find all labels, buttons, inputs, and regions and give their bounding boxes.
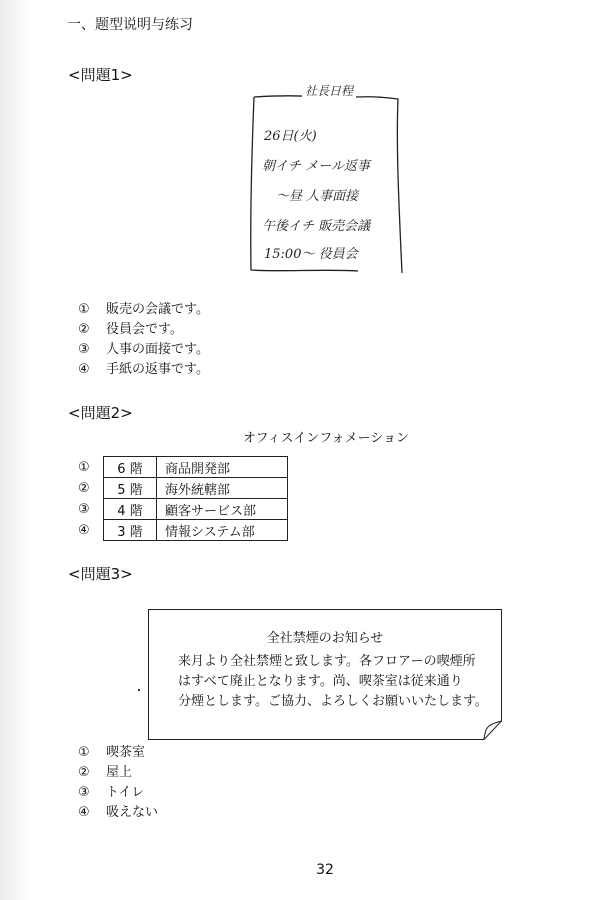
choice-item xyxy=(78,300,209,320)
choice-item xyxy=(78,743,158,763)
choice-item xyxy=(78,803,158,823)
choice-number: ④ xyxy=(78,805,90,820)
question-3-heading: <問題3> xyxy=(68,565,133,583)
choice-text: 吸えない xyxy=(106,805,159,820)
floor-cell: 6 階 xyxy=(104,457,157,478)
choice-text: 役員会です。 xyxy=(106,322,183,337)
choice-text: 人事の面接です。 xyxy=(106,342,209,357)
choice-number: ① xyxy=(78,745,90,760)
memo-title: 社長日程 xyxy=(302,82,356,99)
choice-number: ① xyxy=(78,302,90,317)
choice-number: ② xyxy=(78,765,90,780)
office-floor-table xyxy=(103,456,288,541)
choice-item xyxy=(78,763,158,783)
department-cell: 情報システム部 xyxy=(157,520,288,541)
floor-cell: 3 階 xyxy=(104,520,157,541)
choice-item xyxy=(78,360,209,380)
memo-line: 朝イチ メール返事 xyxy=(262,159,370,174)
department-cell: 顧客サービス部 xyxy=(157,499,288,520)
question-2-choice-numbers xyxy=(78,457,90,541)
choice-text: トイレ xyxy=(106,785,145,800)
memo-line: 〜昼 人事面接 xyxy=(276,189,359,204)
memo-line: 午後イチ 販売会議 xyxy=(262,219,371,234)
choice-text: 手紙の返事です。 xyxy=(106,362,209,377)
notice-line: はすべて廃止となります。尚、喫茶室は従来通り xyxy=(178,674,463,689)
choice-item xyxy=(78,783,158,803)
stray-mark xyxy=(138,689,140,691)
memo-line: 15:00〜 役員会 xyxy=(264,247,358,262)
memo-line: 26日(火) xyxy=(264,129,317,144)
choice-number: ③ xyxy=(78,785,90,800)
table-row xyxy=(104,478,288,499)
floor-cell: 5 階 xyxy=(104,478,157,499)
department-cell: 商品開発部 xyxy=(157,457,288,478)
page-edge-shadow xyxy=(0,0,30,900)
notice-line: 来月より全社禁煙と致します。各フロアーの喫煙所 xyxy=(178,654,476,669)
question-1-choices xyxy=(78,300,209,380)
schedule-memo xyxy=(246,84,406,277)
choice-text: 屋上 xyxy=(106,765,133,780)
choice-number: ② xyxy=(78,322,90,337)
department-cell: 海外統轄部 xyxy=(157,478,288,499)
choice-item xyxy=(78,320,209,340)
notice-line: 分煙とします。ご協力、よろしくお願いいたします。 xyxy=(178,694,488,709)
office-info-title: オフィスインフォメーション xyxy=(242,431,410,446)
choice-item xyxy=(78,340,209,360)
choice-text: 販売の会議です。 xyxy=(106,302,209,317)
choice-number: ② xyxy=(78,481,90,496)
section-title: 一、题型说明与练习 xyxy=(67,17,193,33)
table-row xyxy=(104,499,288,520)
question-2-heading: <問題2> xyxy=(68,404,133,422)
choice-number: ① xyxy=(78,460,90,475)
choice-number: ③ xyxy=(78,342,90,357)
page-number: 32 xyxy=(316,862,334,878)
notice-title: 全社禁煙のお知らせ xyxy=(266,631,384,646)
table-row xyxy=(104,520,288,541)
floor-cell: 4 階 xyxy=(104,499,157,520)
table-row xyxy=(104,457,288,478)
notice-body xyxy=(178,652,498,712)
choice-number: ③ xyxy=(78,502,90,517)
choice-text: 喫茶室 xyxy=(106,745,146,760)
question-3-choices xyxy=(78,743,158,823)
choice-number: ④ xyxy=(78,362,90,377)
no-smoking-notice xyxy=(148,609,502,740)
question-1-heading: <問題1> xyxy=(68,66,133,84)
choice-number: ④ xyxy=(78,523,90,538)
